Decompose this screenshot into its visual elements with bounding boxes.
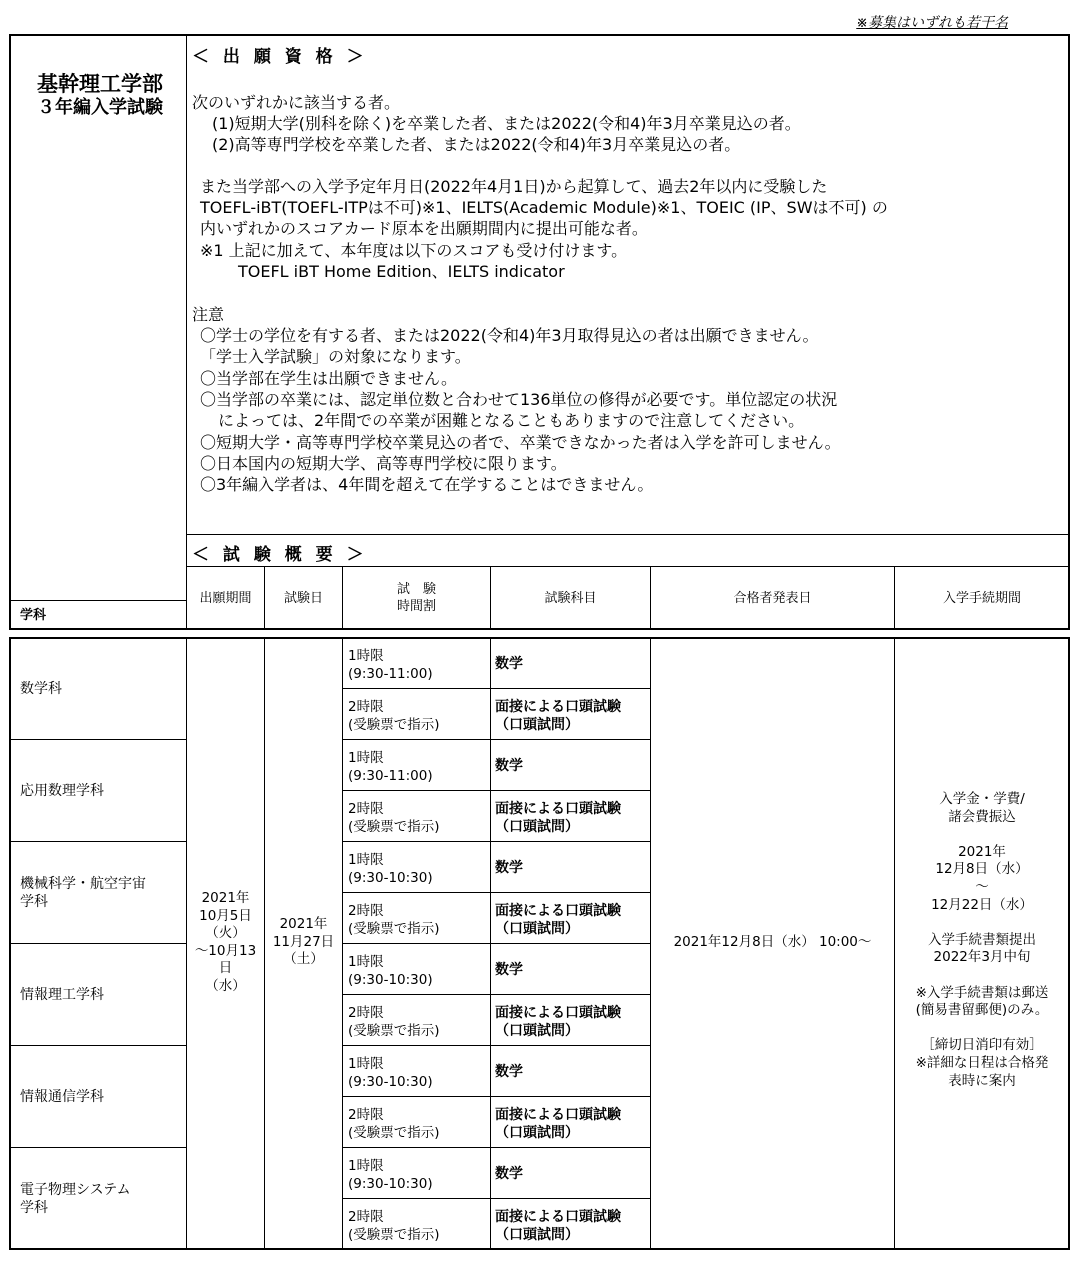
application-line: ～10月13	[194, 942, 257, 959]
qualification-item: (2)高等専門学校を卒業した者、または2022(令和4)年3月卒業見込の者。	[212, 135, 741, 154]
subject-cell: 数学	[495, 656, 523, 672]
subject-cell: 数学	[495, 1064, 523, 1080]
procedure-line: 2022年3月中旬	[933, 949, 1031, 966]
dept-name: 情報通信学科	[20, 1089, 104, 1105]
col-header-dept: 学科	[20, 607, 47, 623]
procedure-line: 入学手続書類提出	[928, 931, 1036, 948]
note-line: 〇日本国内の短期大学、高等専門学校に限ります。	[200, 454, 567, 473]
application-line: 日	[218, 960, 233, 976]
procedure-line: 表時に案内	[948, 1072, 1016, 1089]
subject-cell: 面接による口頭試験 （口頭試問）	[495, 801, 621, 835]
procedure-line: ～	[975, 878, 989, 895]
note-line: によっては、2年間での卒業が困難となることもありますので注意してください。	[218, 411, 805, 430]
period-cell: 2時限 (受験票で指示)	[348, 1107, 440, 1141]
period-cell: 1時限 (9:30-11:00)	[348, 648, 433, 682]
procedure-spacer	[895, 967, 1069, 985]
qualification-item: (1)短期大学(別科を除く)を卒業した者、または2022(令和4)年3月卒業見込の者。	[212, 114, 801, 133]
dept-name: 機械科学・航空宇宙 学科	[20, 876, 146, 910]
period-cell: 1時限 (9:30-10:30)	[348, 1158, 433, 1192]
period-cell: 2時限 (受験票で指示)	[348, 1005, 440, 1039]
overview-heading: ＜ 試 験 概 要 ＞	[192, 545, 368, 565]
application-line: 10月5日	[199, 907, 252, 924]
note-line: 〇短期大学・高等専門学校卒業見込の者で、卒業できなかった者は入学を許可しません。	[200, 433, 841, 452]
exam-day-line: （土）	[283, 951, 324, 967]
period-cell: 2時限 (受験票で指示)	[348, 699, 440, 733]
procedure-line: ※入学手続書類は郵送	[915, 984, 1049, 1001]
faculty-title	[24, 72, 176, 120]
note-line: 〇当学部在学生は出願できません。	[200, 369, 457, 388]
col-header-timetable-line: 時間割	[396, 599, 436, 614]
subject-cell: 数学	[495, 962, 523, 978]
application-period	[187, 890, 264, 995]
subject-cell: 面接による口頭試験 （口頭試問）	[495, 1209, 621, 1243]
application-line: （水）	[205, 977, 246, 994]
col-header-procedure: 入学手続期間	[942, 590, 1021, 606]
period-cell: 2時限 (受験票で指示)	[348, 801, 440, 835]
procedure-line: ※詳細な日程は合格発	[915, 1054, 1049, 1071]
period-cell: 1時限 (9:30-10:30)	[348, 954, 433, 988]
note-line: 「学士入学試験」の対象になります。	[200, 347, 471, 366]
procedure-line: ［締切日消印有効］	[921, 1037, 1043, 1054]
notes-heading: 注意	[192, 305, 225, 324]
dept-name: 数学科	[20, 681, 62, 697]
score-line: TOEFL-iBT(TOEFL-ITPは不可)※1、IELTS(Academic Module)※1、TOEIC (IP、SWは不可) の	[200, 198, 888, 217]
application-line: （火）	[205, 925, 246, 941]
subject-cell: 数学	[495, 860, 523, 876]
subject-cell: 面接による口頭試験 （口頭試問）	[495, 699, 621, 733]
subject-cell: 数学	[495, 1166, 523, 1182]
procedure-line: 12月8日（水）	[935, 861, 1029, 878]
procedure-line: 諸会費振込	[948, 808, 1016, 825]
period-cell: 2時限 (受験票で指示)	[348, 903, 440, 937]
period-cell: 1時限 (9:30-10:30)	[348, 1056, 433, 1090]
qualification-heading: ＜ 出 願 資 格 ＞	[192, 47, 368, 67]
score-line: また当学部への入学予定年月日(2022年4月1日)から起算して、過去2年以内に受験した	[200, 177, 828, 196]
period-cell: 1時限 (9:30-11:00)	[348, 750, 433, 784]
col-header-announce: 合格者発表日	[733, 590, 812, 606]
dept-name: 電子物理システム 学科	[20, 1182, 131, 1216]
qualification-intro: 次のいずれかに該当する者。	[192, 93, 401, 112]
period-cell: 1時限 (9:30-10:30)	[348, 852, 433, 886]
announce-date: 2021年12月8日（水） 10:00～	[673, 934, 872, 950]
score-line: 内いずれかのスコアカード原本を出願期間内に提出可能な者。	[200, 219, 648, 238]
exam-day-line: 2021年	[279, 916, 328, 932]
application-line: 2021年	[201, 890, 250, 906]
recruitment-note: ※募集はいずれも若干名	[856, 15, 1008, 31]
procedure-line: 12月22日（水）	[931, 896, 1033, 913]
score-line: TOEFL iBT Home Edition、IELTS indicator	[238, 262, 565, 281]
note-line: 〇当学部の卒業には、認定単位数と合わせて136単位の修得が必要です。単位認定の状況	[200, 390, 838, 409]
exam-day-line: 11月27日	[272, 933, 335, 950]
period-cell: 2時限 (受験票で指示)	[348, 1209, 440, 1243]
col-header-subject: 試験科目	[544, 590, 597, 606]
score-line: ※1 上記に加えて、本年度は以下のスコアも受け付けます。	[200, 241, 628, 260]
subject-cell: 面接による口頭試験 （口頭試問）	[495, 903, 621, 937]
dept-name: 応用数理学科	[20, 783, 104, 799]
exam-name: ３年編入学試験	[37, 97, 163, 118]
col-header-timetable-line: 試 験	[396, 582, 436, 597]
procedure-line: (簡易書留郵便)のみ。	[915, 1002, 1049, 1019]
faculty-name: 基幹理工学部	[37, 72, 163, 96]
col-header-application: 出願期間	[199, 590, 252, 606]
subject-cell: 面接による口頭試験 （口頭試問）	[495, 1005, 621, 1039]
note-line: 〇学士の学位を有する者、または2022(令和4)年3月取得見込の者は出願できません。	[200, 326, 819, 345]
procedure-line: 入学金・学費/	[939, 791, 1025, 807]
procedure-line: 2021年	[958, 843, 1006, 860]
col-header-timetable	[343, 567, 490, 629]
procedure-spacer	[895, 914, 1069, 932]
note-line: 〇3年編入学者は、4年間を超えて在学することはできません。	[200, 475, 654, 494]
procedure-spacer	[895, 1020, 1069, 1038]
procedure-spacer	[895, 826, 1069, 844]
col-header-exam-day: 試験日	[283, 590, 323, 606]
procedure-period	[895, 791, 1069, 1090]
dept-name: 情報理工学科	[20, 987, 104, 1003]
subject-cell: 面接による口頭試験 （口頭試問）	[495, 1107, 621, 1141]
exam-day	[265, 916, 342, 969]
subject-cell: 数学	[495, 758, 523, 774]
